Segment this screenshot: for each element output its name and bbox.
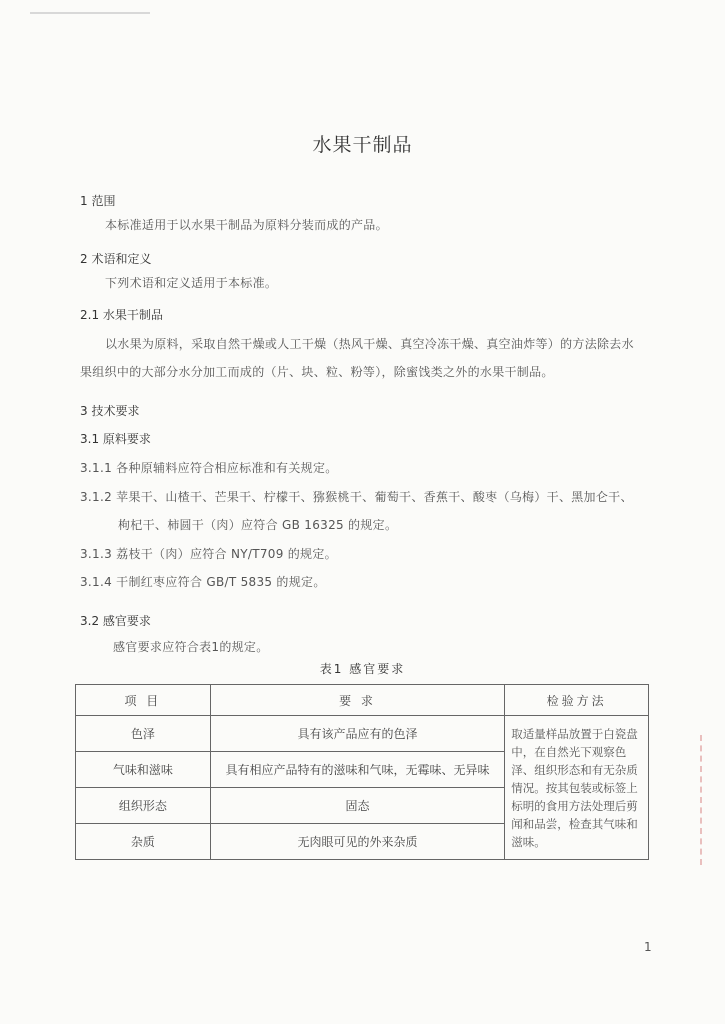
section-2-text: 下列术语和定义适用于本标准。: [105, 276, 278, 290]
scan-mark: [30, 12, 150, 14]
section-2-1-heading: 2.1 水果干制品: [80, 308, 163, 322]
section-1-heading: 1 范围: [80, 194, 116, 208]
row-requirement: 具有该产品应有的色泽: [210, 716, 504, 752]
table-row: [76, 716, 649, 752]
row-item: 色泽: [76, 716, 211, 752]
section-2-1-text-line2: 果组织中的大部分水分加工而成的（片、块、粒、粉等），除蜜饯类之外的水果干制品。: [80, 365, 554, 379]
section-2-1-text-line1: 以水果为原料，采取自然干燥或人工干燥（热风干燥、真空冷冻干燥、真空油炸等）的方法除去水: [105, 337, 634, 351]
clause-3-1-4: 3.1.4 干制红枣应符合 GB/T 5835 的规定。: [80, 575, 326, 589]
table-header-row: [76, 685, 649, 716]
clause-3-1-2-line2: 枸杞干、柿圆干（肉）应符合 GB 16325 的规定。: [118, 518, 398, 532]
section-1-text: 本标准适用于以水果干制品为原料分装而成的产品。: [105, 218, 388, 232]
clause-3-1-1: 3.1.1 各种原辅料应符合相应标准和有关规定。: [80, 461, 338, 475]
header-requirement: 要 求: [210, 685, 504, 716]
row-item: 组织形态: [76, 788, 211, 824]
table-caption: 表1 感官要求: [319, 662, 406, 676]
row-requirement: 具有相应产品特有的滋味和气味，无霉味、无异味: [210, 752, 504, 788]
clause-3-1-2-line1: 3.1.2 苹果干、山楂干、芒果干、柠檬干、猕猴桃干、葡萄干、香蕉干、酸枣（乌梅）干、黑加仑干、: [80, 490, 633, 504]
sensory-requirements-table: [75, 684, 649, 860]
row-requirement: 无肉眼可见的外来杂质: [210, 824, 504, 860]
section-3-heading: 3 技术要求: [80, 404, 140, 418]
header-item: 项 目: [76, 685, 211, 716]
clause-3-1-3: 3.1.3 荔枝干（肉）应符合 NY/T709 的规定。: [80, 547, 337, 561]
seal-stamp-edge: [700, 735, 722, 865]
section-3-2-heading: 3.2 感官要求: [80, 614, 151, 628]
inspection-method: 取适量样品放置于白瓷盘中，在自然光下观察色泽、组织形态和有无杂质情况。按其包装或标签上标明的食用方法处理后剪闻和品尝，检查其气味和滋味。: [505, 716, 649, 860]
section-2-heading: 2 术语和定义: [80, 252, 152, 266]
page-title: 水果干制品: [312, 134, 413, 156]
row-item: 气味和滋味: [76, 752, 211, 788]
header-method: 检验方法: [505, 685, 649, 716]
row-item: 杂质: [76, 824, 211, 860]
row-requirement: 固态: [210, 788, 504, 824]
page-number: 1: [644, 940, 652, 954]
section-3-1-heading: 3.1 原料要求: [80, 432, 151, 446]
section-3-2-text: 感官要求应符合表1的规定。: [113, 640, 269, 654]
